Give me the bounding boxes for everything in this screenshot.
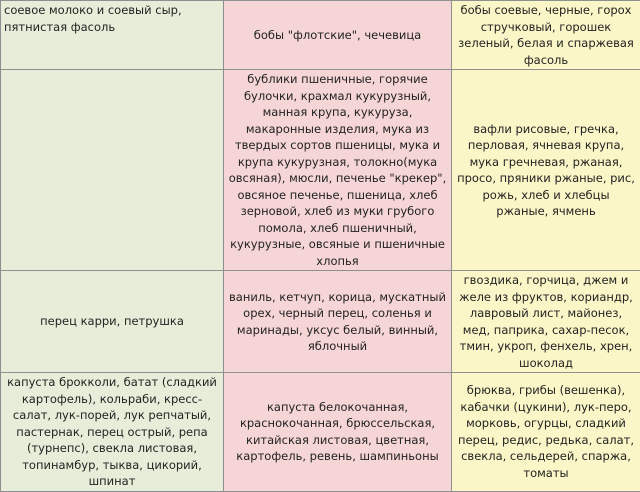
table-cell-col1 [1,70,224,271]
table-cell-col2: ваниль, кетчуп, корица, мускатный орех, черный перец, соленья и маринады, уксус белый, винный, яблочный [224,271,452,373]
table-cell-col3: гвоздика, горчица, джем и желе из фруктов, кориандр, лавровый лист, майонез, мед, паприка, сахар-песок, тмин, укроп, фенхель, хрен, шоколад [452,271,640,373]
table-row [1,271,640,373]
table-cell-col2: бублики пшеничные, горячие булочки, крахмал кукурузный, манная крупа, кукуруза, макаронные изделия, мука из твердых сортов пшеницы, мука и крупа кукурузная, толокно(мука овсяная), мюсли, печенье "крекер", овсяное печенье, пшеница, хлеб зерновой, хлеб из муки грубого помола, хлеб пшеничный, кукурузные, овсяные и пшеничные хлопья [224,70,452,271]
table-cell-col2: капуста белокочанная, краснокочанная, брюссельская, китайская листовая, цветная, картофель, ревень, шампиньоны [224,373,452,492]
table-cell-col1: перец карри, петрушка [1,271,224,373]
table-row [1,373,640,492]
table-row [1,70,640,271]
table-cell-col1: соевое молоко и соевый сыр, пятнистая фасоль [1,1,224,70]
table-cell-col3: бобы соевые, черные, горох стручковый, горошек зеленый, белая и спаржевая фасоль [452,1,640,70]
table-cell-col3: вафли рисовые, гречка, перловая, ячневая крупа, мука гречневая, ржаная, просо, пряники ржаные, рис, рожь, хлеб и хлебцы ржаные, ячмень [452,70,640,271]
table-row [1,1,640,70]
table-cell-col2: бобы "флотские", чечевица [224,1,452,70]
table-cell-col3: брюква, грибы (вешенка), кабачки (цукини), лук-перо, морковь, огурцы, сладкий перец, редис, редька, салат, свекла, сельдерей, спаржа, томаты [452,373,640,492]
table-cell-col1: капуста брокколи, батат (сладкий картофель), кольраби, кресс-салат, лук-порей, лук репчатый, пастернак, перец острый, репа (турнепс), свекла листовая, топинамбур, тыква, цикорий, шпинат [1,373,224,492]
